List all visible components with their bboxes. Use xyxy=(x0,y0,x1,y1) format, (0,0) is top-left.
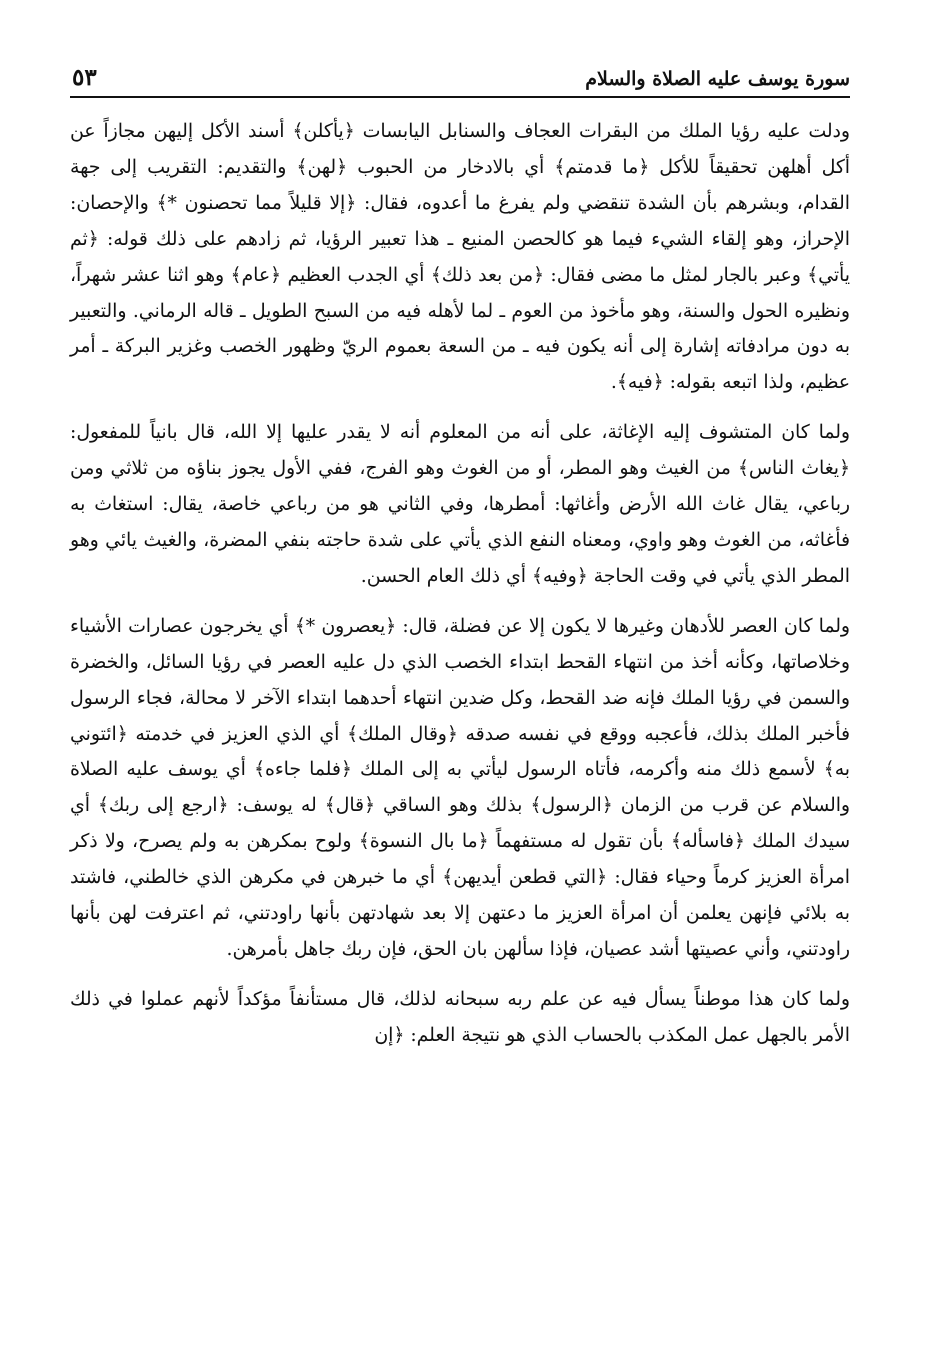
page-number: ٥٣ xyxy=(72,64,97,91)
running-title: سورة يوسف عليه الصلاة والسلام xyxy=(585,68,850,90)
body-text xyxy=(70,114,850,1054)
paragraph-1: ودلت عليه رؤيا الملك من البقرات العجاف والسنابل اليابسات ﴿يأكلن﴾ أسند الأكل إليهن مجازاً عن أكل أهلهن تحقيقاً للأكل ﴿ما قدمتم﴾ أي بالادخار من الحبوب ﴿لهن﴾ والتقديم: التقريب إلى جهة القدام، وبشرهم بأن الشدة تنقضي ولم يفرغ ما أعدوه، فقال: ﴿إلا قليلاً مما تحصنون *﴾ والإحصان: الإحراز، وهو إلقاء الشيء فيما هو كالحصن المنيع ـ هذا تعبير الرؤيا، ثم زادهم على ذلك قوله: ﴿ثم يأتي﴾ وعبر بالجار لمثل ما مضى فقال: ﴿من بعد ذلك﴾ أي الجدب العظيم ﴿عام﴾ وهو اثنا عشر شهراً، ونظيره الحول والسنة، وهو مأخوذ من العوم ـ لما لأهله فيه من السبح الطويل ـ قاله الرماني. والتعبير به دون مرادفاته إشارة إلى أنه يكون فيه ـ من السعة بعموم الريّ وظهور الخصب وغزير البركة ـ أمر عظيم، ولذا اتبعه بقوله: ﴿فيه﴾. xyxy=(70,121,850,394)
paragraph-4: ولما كان هذا موطناً يسأل فيه عن علم ربه سبحانه لذلك، قال مستأنفاً مؤكداً لأنهم عملوا في ذلك الأمر بالجهل عمل المكذب بالحساب الذي هو نتيجة العلم: ﴿إن xyxy=(70,988,850,1046)
paragraph-3: ولما كان العصر للأدهان وغيرها لا يكون إلا عن فضلة، قال: ﴿يعصرون *﴾ أي يخرجون عصارات الأشياء وخلاصاتها، وكأنه أخذ من انتهاء القحط ابتداء الخصب الذي دل عليه العصر في رؤيا السائل، والخضرة والسمن في رؤيا الملك فإنه ضد القحط، وكل ضدين انتهاء أحدهما ابتداء الآخر لا محالة، فجاء الرسول فأخبر الملك بذلك، فأعجبه ووقع في نفسه صدقه ﴿وقال الملك﴾ أي الذي العزيز في خدمته ﴿ائتوني به﴾ لأسمع ذلك منه وأكرمه، فأتاه الرسول ليأتي به إلى الملك ﴿فلما جاءه﴾ أي يوسف عليه الصلاة والسلام عن قرب من الزمان ﴿الرسول﴾ بذلك وهو الساقي ﴿قال﴾ له يوسف: ﴿ارجع إلى ربك﴾ أي سيدك الملك ﴿فاسأله﴾ بأن تقول له مستفهماً ﴿ما بال النسوة﴾ ولوح بمكرهن به ولم يصرح، ولا ذكر امرأة العزيز كرماً وحياء فقال: ﴿التي قطعن أيديهن﴾ أي ما خبرهن في مكرهن الذي خالطني، فاشتد به بلائي فإنهن يعلمن أن امرأة العزيز ما دعتهن إلا بعد شهادتهن بأنها راودتني، ثم اعترفت لهن بأنها راودتني، وأني عصيتها أشد عصيان، فإذا سألهن بان الحق، فإن ربك جاهل بأمرهن. xyxy=(70,615,850,960)
paragraph-2: ولما كان المتشوف إليه الإغاثة، على أنه من المعلوم أنه لا يقدر عليها إلا الله، قال بانياً للمفعول: ﴿يغاث الناس﴾ من الغيث وهو المطر، أو من الغوث وهو الفرج، ففي الأول يجوز بناؤه من ثلاثي ومن رباعي، يقال غاث الله الأرض وأغاثها: أمطرها، وفي الثاني هو من رباعي خاصة، يقال: استغاث به فأغاثه، من الغوث وهو واوي، ومعناه النفع الذي يأتي على شدة حاجته بنفي المضرة، والغيث يائي وهو المطر الذي يأتي في وقت الحاجة ﴿وفيه﴾ أي ذلك العام الحسن. xyxy=(70,422,850,587)
running-header xyxy=(70,52,850,98)
book-page xyxy=(70,52,850,1312)
